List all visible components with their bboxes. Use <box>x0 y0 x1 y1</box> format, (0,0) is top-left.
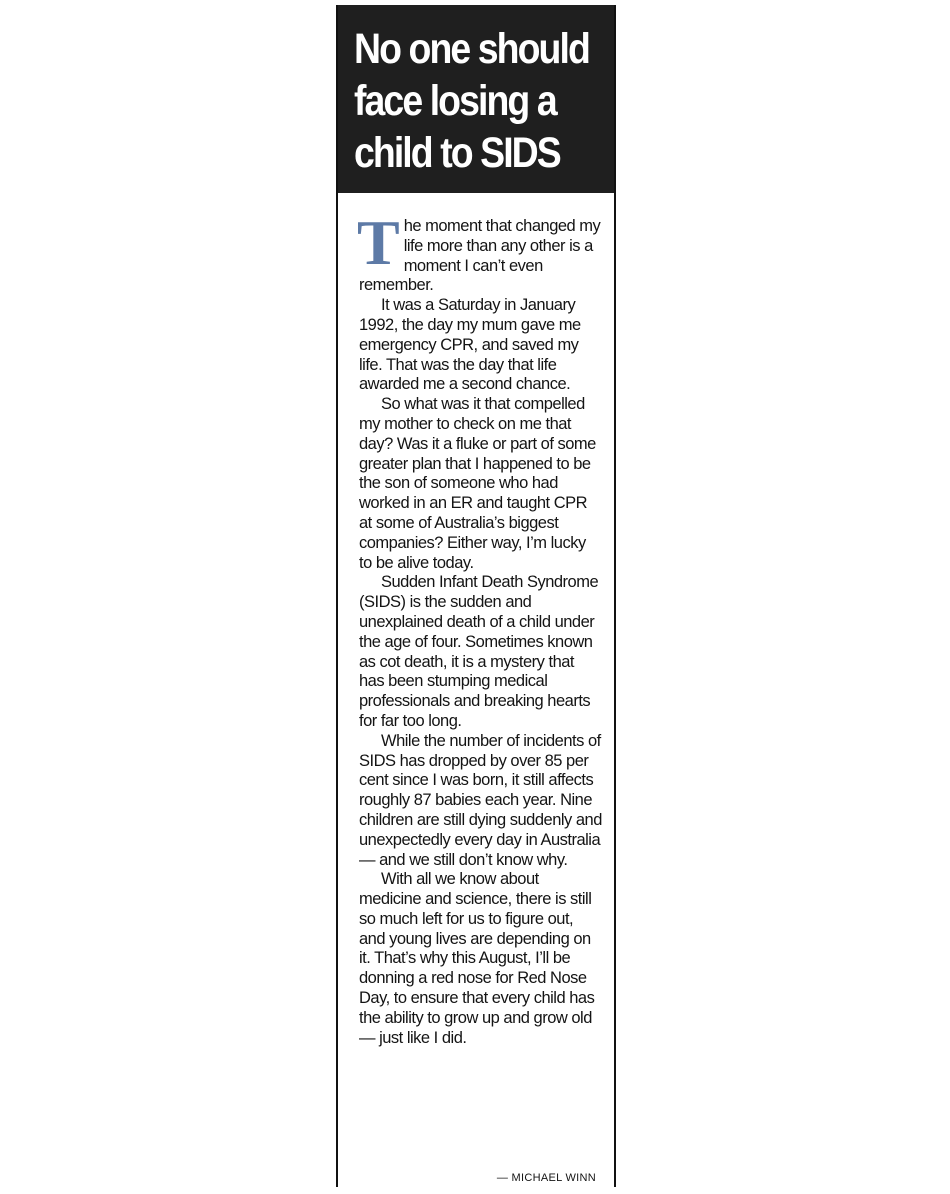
article-paragraph-1 <box>357 207 602 296</box>
article-paragraph-5: While the number of incidents of SIDS has dropped by over 85 per cent since I was born, it still affects roughly 87 babies each year. Nine children are still dying suddenly and unexpectedly every day in Australia — and we still don’t know why. <box>359 731 602 869</box>
article-headline: No one should face losing a child to SIDS <box>354 25 589 177</box>
article-paragraph-2: It was a Saturday in January 1992, the day my mum gave me emergency CPR, and saved my life. That was the day that life awarded me a second chance. <box>359 296 581 394</box>
article-paragraph-3: So what was it that compelled my mother to check on me that day? Was it a fluke or part of some greater plan that I happened to be the son of someone who had worked in an ER and taught CPR at some of Australia’s biggest companies? Either way, I’m lucky to be alive today. <box>359 395 596 572</box>
author-byline: — MICHAEL WINN <box>496 1172 596 1184</box>
article-paragraph-6: With all we know about medicine and science, there is still so much left for us to figure out, and young lives are depending on it. That’s why this August, I’ll be donning a red nose for Red Nose Day, to ensure that every child has the ability to grow up and grow old — just like I did. <box>359 870 595 1047</box>
article-body <box>338 193 614 1048</box>
article-paragraph-1-text: he moment that changed my life more than any other is a moment I can’t even remember. <box>359 217 601 295</box>
headline-banner <box>338 5 614 193</box>
drop-cap: T <box>357 207 400 278</box>
article-paragraph-4: Sudden Infant Death Syndrome (SIDS) is the sudden and unexplained death of a child under the age of four. Sometimes known as cot death, it is a mystery that has been stumping medical professionals and breaking hearts for far too long. <box>359 573 599 730</box>
article-column <box>336 5 616 1187</box>
